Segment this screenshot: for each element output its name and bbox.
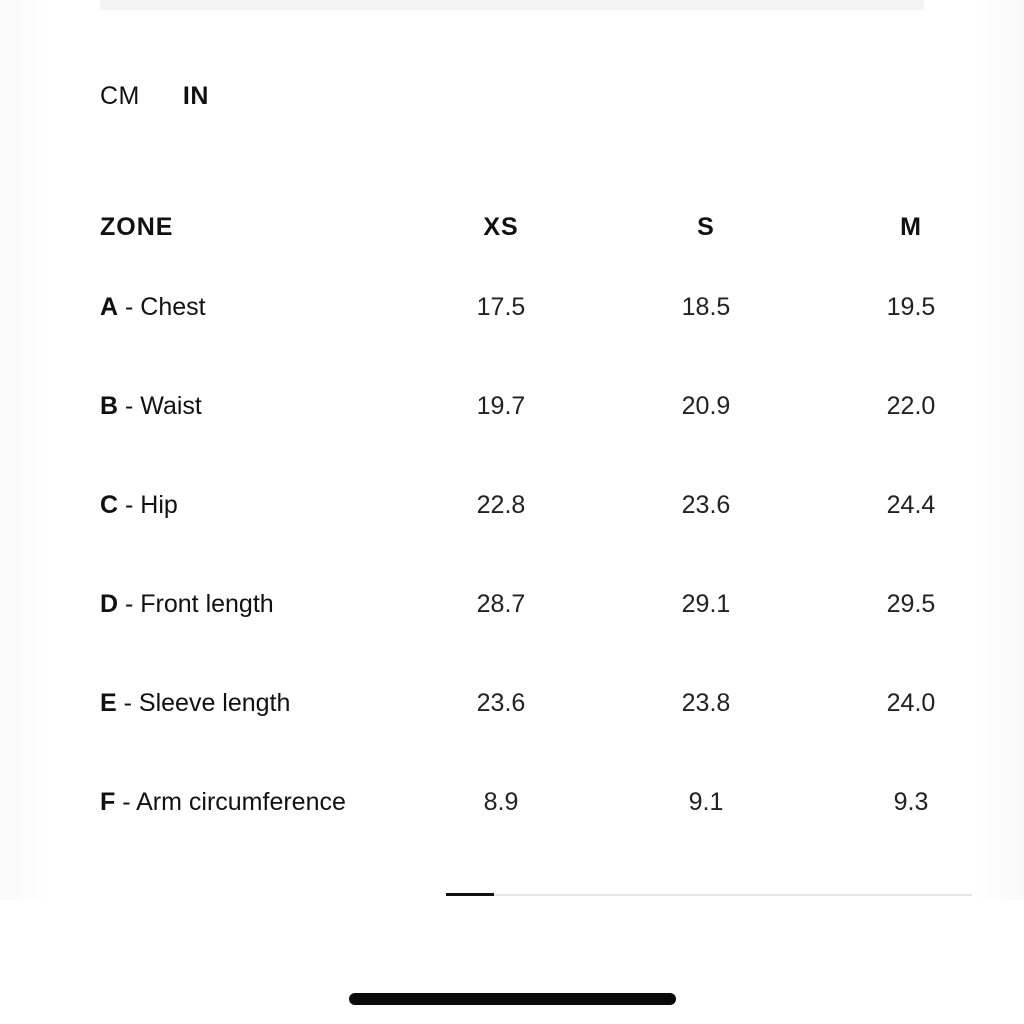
zone-name: - Waist bbox=[118, 392, 202, 420]
table-cell: 22.0 bbox=[886, 392, 936, 420]
left-edge-shade bbox=[0, 0, 52, 900]
zone-letter: C bbox=[100, 491, 119, 519]
table-cell: 29.1 bbox=[681, 590, 731, 618]
table-cell: 23.6 bbox=[476, 689, 526, 717]
zone-letter: A bbox=[100, 293, 119, 321]
scrollbar-thumb[interactable] bbox=[446, 893, 494, 896]
zone-column-header: ZONE bbox=[100, 212, 174, 241]
home-indicator[interactable] bbox=[349, 993, 676, 1005]
table-row bbox=[100, 555, 972, 654]
table-header-row bbox=[100, 196, 972, 258]
horizontal-scrollbar[interactable] bbox=[446, 894, 972, 896]
size-header-s: S bbox=[697, 212, 715, 241]
zone-name: - Chest bbox=[118, 293, 206, 321]
table-cell: 19.5 bbox=[886, 293, 936, 321]
zone-label bbox=[100, 689, 290, 718]
size-table bbox=[100, 196, 972, 852]
table-cell: 9.3 bbox=[893, 788, 929, 816]
table-row bbox=[100, 654, 972, 753]
top-image-edge bbox=[100, 0, 924, 10]
zone-label bbox=[100, 392, 202, 421]
size-header-xs: XS bbox=[483, 212, 519, 241]
zone-label bbox=[100, 491, 178, 520]
table-cell: 19.7 bbox=[476, 392, 526, 420]
zone-name: - Hip bbox=[118, 491, 178, 519]
table-cell: 24.4 bbox=[886, 491, 936, 519]
table-row bbox=[100, 357, 972, 456]
table-cell: 9.1 bbox=[688, 788, 724, 816]
unit-cm-button[interactable]: CM bbox=[100, 81, 140, 110]
zone-letter: B bbox=[100, 392, 119, 420]
zone-name: - Sleeve length bbox=[116, 689, 291, 717]
right-edge-shade bbox=[972, 0, 1024, 900]
table-cell: 8.9 bbox=[483, 788, 519, 816]
zone-letter: F bbox=[100, 788, 116, 816]
table-cell: 24.0 bbox=[886, 689, 936, 717]
table-cell: 20.9 bbox=[681, 392, 731, 420]
table-row bbox=[100, 753, 972, 852]
table-cell: 23.8 bbox=[681, 689, 731, 717]
table-cell: 29.5 bbox=[886, 590, 936, 618]
table-cell: 22.8 bbox=[476, 491, 526, 519]
zone-name: - Arm circumference bbox=[115, 788, 346, 816]
zone-name: - Front length bbox=[118, 590, 274, 618]
table-cell: 28.7 bbox=[476, 590, 526, 618]
table-cell: 23.6 bbox=[681, 491, 731, 519]
zone-label bbox=[100, 788, 346, 817]
table-cell: 18.5 bbox=[681, 293, 731, 321]
unit-toggle bbox=[100, 80, 209, 112]
zone-label bbox=[100, 590, 274, 619]
table-cell: 17.5 bbox=[476, 293, 526, 321]
table-row bbox=[100, 456, 972, 555]
table-row bbox=[100, 258, 972, 357]
zone-letter: D bbox=[100, 590, 119, 618]
size-header-m: M bbox=[900, 212, 922, 241]
unit-in-button[interactable]: IN bbox=[182, 81, 209, 110]
zone-letter: E bbox=[100, 689, 117, 717]
zone-label bbox=[100, 293, 206, 322]
